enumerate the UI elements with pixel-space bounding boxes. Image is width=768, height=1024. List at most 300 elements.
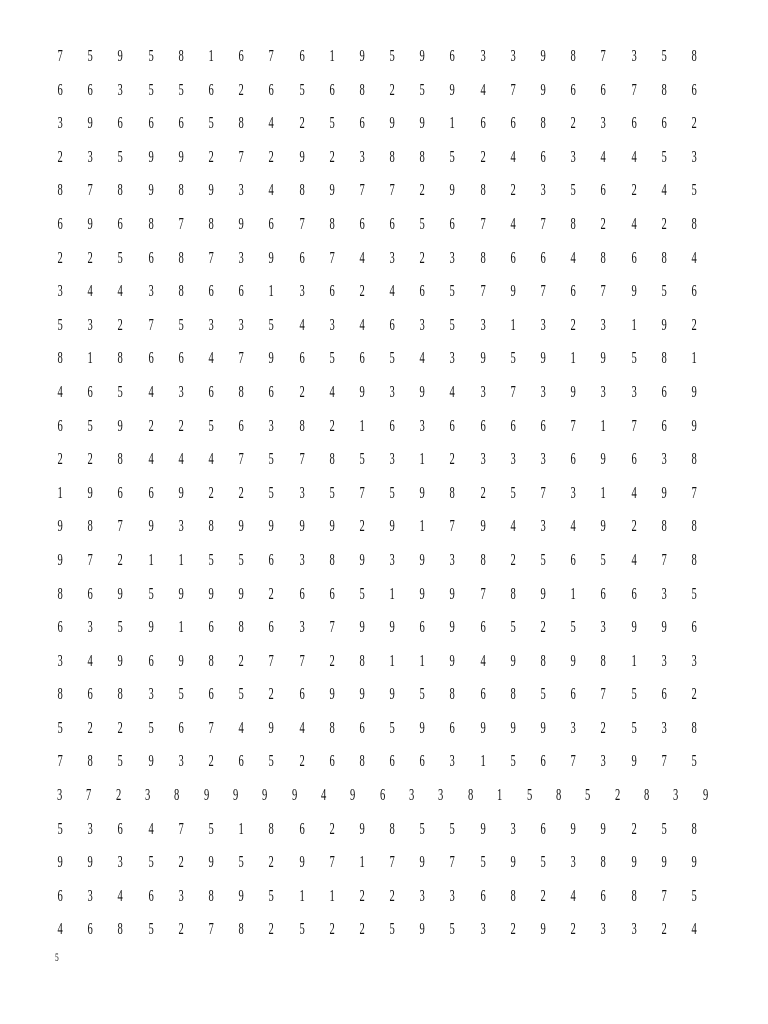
grid-digit: 9 <box>419 717 425 737</box>
grid-digit: 8 <box>117 449 124 469</box>
grid-digit: 4 <box>359 247 365 267</box>
grid-digit: 1 <box>87 348 93 368</box>
grid-digit: 6 <box>87 684 93 704</box>
grid-digit: 5 <box>57 314 63 334</box>
grid-digit: 3 <box>57 785 63 805</box>
grid-digit: 9 <box>233 785 239 805</box>
grid-digit: 9 <box>203 785 210 805</box>
grid-digit: 6 <box>208 684 214 704</box>
grid-digit: 9 <box>208 180 214 200</box>
grid-digit: 6 <box>238 281 244 301</box>
grid-digit: 3 <box>631 381 637 401</box>
grid-row <box>45 449 720 483</box>
grid-digit: 4 <box>691 919 697 939</box>
grid-digit: 9 <box>419 381 425 401</box>
grid-digit: 5 <box>329 348 335 368</box>
grid-digit: 9 <box>389 617 395 637</box>
grid-digit: 8 <box>178 247 184 267</box>
grid-digit: 5 <box>57 818 63 838</box>
grid-digit: 8 <box>691 818 697 838</box>
grid-digit: 1 <box>148 549 154 569</box>
grid-digit: 4 <box>389 281 395 301</box>
grid-digit: 9 <box>510 852 516 872</box>
grid-digit: 9 <box>350 785 356 805</box>
grid-digit: 9 <box>631 281 637 301</box>
grid-digit: 8 <box>661 516 667 536</box>
grid-digit: 8 <box>329 717 335 737</box>
grid-digit: 5 <box>389 348 395 368</box>
grid-digit: 7 <box>329 852 335 872</box>
grid-digit: 9 <box>702 785 708 805</box>
grid-digit: 8 <box>691 549 697 569</box>
grid-digit: 6 <box>57 885 63 905</box>
grid-digit: 2 <box>178 852 184 872</box>
grid-digit: 8 <box>510 583 516 603</box>
grid-digit: 6 <box>480 113 486 133</box>
grid-digit: 8 <box>555 785 562 805</box>
grid-digit: 1 <box>510 314 516 334</box>
grid-digit: 1 <box>329 885 335 905</box>
grid-digit: 9 <box>148 516 154 536</box>
grid-digit: 4 <box>449 381 456 401</box>
grid-digit: 2 <box>329 415 335 435</box>
grid-digit: 2 <box>661 919 667 939</box>
grid-digit: 4 <box>148 381 154 401</box>
grid-digit: 9 <box>178 146 184 166</box>
grid-digit: 5 <box>691 583 697 603</box>
grid-digit: 9 <box>419 852 425 872</box>
grid-digit: 5 <box>238 549 244 569</box>
grid-digit: 6 <box>379 785 386 805</box>
grid-digit: 8 <box>57 684 63 704</box>
grid-digit: 8 <box>691 717 697 737</box>
grid-digit: 6 <box>87 583 93 603</box>
grid-digit: 3 <box>631 46 637 65</box>
grid-digit: 6 <box>268 381 275 401</box>
grid-digit: 9 <box>268 717 275 737</box>
grid-digit: 6 <box>419 617 425 637</box>
grid-digit: 1 <box>359 415 365 435</box>
grid-digit: 9 <box>480 717 486 737</box>
grid-digit: 6 <box>359 348 365 368</box>
grid-digit: 6 <box>389 415 395 435</box>
grid-digit: 9 <box>419 919 425 939</box>
grid-digit: 3 <box>178 516 184 536</box>
grid-digit: 2 <box>148 415 154 435</box>
grid-digit: 3 <box>540 180 546 200</box>
grid-digit: 2 <box>208 146 214 166</box>
grid-digit: 5 <box>389 482 395 502</box>
grid-digit: 5 <box>178 79 184 99</box>
grid-row <box>45 785 720 819</box>
grid-digit: 5 <box>585 785 591 805</box>
grid-row <box>45 852 720 886</box>
grid-digit: 9 <box>540 919 546 939</box>
grid-digit: 6 <box>510 113 516 133</box>
grid-digit: 5 <box>238 852 244 872</box>
grid-digit: 6 <box>389 751 395 771</box>
grid-digit: 4 <box>117 885 124 905</box>
grid-digit: 6 <box>298 684 305 704</box>
grid-digit: 3 <box>510 818 516 838</box>
grid-digit: 1 <box>57 482 63 502</box>
grid-digit: 9 <box>208 852 214 872</box>
grid-digit: 6 <box>57 213 63 233</box>
grid-digit: 6 <box>389 314 395 334</box>
grid-digit: 9 <box>419 113 425 133</box>
grid-digit: 3 <box>449 348 456 368</box>
grid-digit: 8 <box>57 348 63 368</box>
grid-digit: 4 <box>661 180 667 200</box>
grid-digit: 3 <box>329 314 335 334</box>
grid-row <box>45 80 720 114</box>
grid-digit: 3 <box>570 482 576 502</box>
grid-digit: 3 <box>87 146 93 166</box>
grid-digit: 6 <box>359 213 365 233</box>
grid-digit: 6 <box>570 449 576 469</box>
grid-digit: 3 <box>298 549 305 569</box>
grid-digit: 5 <box>148 919 154 939</box>
grid-digit: 9 <box>291 785 298 805</box>
grid-digit: 8 <box>570 213 576 233</box>
grid-digit: 8 <box>174 785 180 805</box>
grid-digit: 2 <box>87 717 93 737</box>
grid-digit: 5 <box>419 213 425 233</box>
grid-digit: 7 <box>238 146 244 166</box>
grid-digit: 8 <box>329 449 335 469</box>
grid-digit: 6 <box>631 583 637 603</box>
grid-digit: 6 <box>87 919 93 939</box>
grid-digit: 3 <box>661 717 667 737</box>
grid-digit: 6 <box>117 113 124 133</box>
grid-digit: 5 <box>449 314 456 334</box>
grid-digit: 8 <box>117 348 124 368</box>
grid-digit: 8 <box>691 516 697 536</box>
grid-digit: 6 <box>359 113 365 133</box>
grid-digit: 7 <box>389 852 395 872</box>
grid-digit: 3 <box>298 617 305 637</box>
grid-digit: 3 <box>661 583 667 603</box>
grid-digit: 8 <box>510 885 516 905</box>
grid-digit: 5 <box>359 449 365 469</box>
grid-digit: 9 <box>449 180 456 200</box>
grid-digit: 5 <box>148 852 154 872</box>
grid-digit: 2 <box>631 516 637 536</box>
grid-digit: 7 <box>480 213 486 233</box>
grid-row <box>45 617 720 651</box>
grid-digit: 9 <box>510 717 516 737</box>
grid-row <box>45 214 720 248</box>
grid-digit: 9 <box>631 617 637 637</box>
grid-digit: 7 <box>661 885 667 905</box>
grid-digit: 3 <box>661 449 667 469</box>
grid-digit: 5 <box>631 348 637 368</box>
grid-digit: 2 <box>449 449 456 469</box>
grid-digit: 6 <box>298 46 305 65</box>
grid-digit: 2 <box>600 213 607 233</box>
grid-digit: 4 <box>208 449 214 469</box>
grid-digit: 5 <box>329 482 335 502</box>
grid-digit: 4 <box>510 146 516 166</box>
grid-digit: 9 <box>661 852 667 872</box>
grid-digit: 8 <box>631 885 637 905</box>
grid-digit: 6 <box>148 885 154 905</box>
grid-digit: 8 <box>570 46 576 65</box>
grid-digit: 9 <box>329 180 335 200</box>
grid-digit: 8 <box>480 247 486 267</box>
grid-digit: 3 <box>480 381 486 401</box>
grid-digit: 7 <box>329 247 335 267</box>
grid-digit: 9 <box>359 684 365 704</box>
grid-digit: 2 <box>329 650 335 670</box>
grid-digit: 6 <box>57 415 63 435</box>
grid-digit: 9 <box>87 852 93 872</box>
grid-digit: 2 <box>329 919 335 939</box>
grid-digit: 2 <box>117 314 124 334</box>
grid-digit: 9 <box>359 381 365 401</box>
grid-digit: 9 <box>117 415 124 435</box>
grid-row <box>45 516 720 550</box>
grid-digit: 9 <box>600 818 607 838</box>
grid-digit: 6 <box>691 281 697 301</box>
grid-digit: 7 <box>208 919 214 939</box>
grid-digit: 8 <box>359 79 365 99</box>
grid-digit: 9 <box>419 583 425 603</box>
grid-digit: 6 <box>540 415 546 435</box>
grid-digit: 7 <box>389 180 395 200</box>
grid-digit: 1 <box>419 650 425 670</box>
grid-digit: 9 <box>570 381 576 401</box>
grid-digit: 6 <box>510 247 516 267</box>
grid-digit: 2 <box>87 449 93 469</box>
grid-digit: 6 <box>510 415 516 435</box>
grid-row <box>45 718 720 752</box>
grid-digit: 8 <box>57 583 63 603</box>
grid-row <box>45 416 720 450</box>
grid-digit: 5 <box>208 549 214 569</box>
grid-digit: 4 <box>510 213 516 233</box>
grid-digit: 6 <box>87 381 93 401</box>
grid-digit: 7 <box>510 381 516 401</box>
grid-digit: 9 <box>238 583 244 603</box>
grid-row <box>45 584 720 618</box>
grid-digit: 6 <box>661 415 667 435</box>
grid-digit: 3 <box>298 482 305 502</box>
grid-digit: 5 <box>540 549 546 569</box>
grid-row <box>45 180 720 214</box>
grid-digit: 7 <box>480 281 486 301</box>
grid-digit: 8 <box>449 684 456 704</box>
grid-digit: 3 <box>419 885 425 905</box>
grid-row <box>45 46 720 80</box>
grid-digit: 6 <box>57 617 63 637</box>
grid-digit: 5 <box>449 919 456 939</box>
grid-digit: 5 <box>631 717 637 737</box>
grid-digit: 7 <box>148 314 154 334</box>
grid-digit: 3 <box>87 314 93 334</box>
grid-digit: 2 <box>57 247 63 267</box>
grid-digit: 3 <box>540 314 546 334</box>
grid-digit: 4 <box>148 818 154 838</box>
grid-digit: 5 <box>449 281 456 301</box>
grid-digit: 5 <box>661 46 667 65</box>
grid-digit: 6 <box>329 281 335 301</box>
grid-digit: 8 <box>117 919 124 939</box>
grid-digit: 6 <box>449 717 456 737</box>
grid-digit: 1 <box>480 751 486 771</box>
grid-digit: 3 <box>480 919 486 939</box>
grid-digit: 2 <box>298 113 305 133</box>
grid-digit: 3 <box>389 247 395 267</box>
grid-digit: 8 <box>467 785 474 805</box>
grid-digit: 9 <box>268 348 275 368</box>
grid-digit: 9 <box>178 583 184 603</box>
grid-digit: 2 <box>510 919 516 939</box>
grid-digit: 4 <box>208 348 214 368</box>
grid-digit: 5 <box>178 314 184 334</box>
grid-digit: 7 <box>661 549 667 569</box>
grid-digit: 3 <box>419 314 425 334</box>
grid-digit: 2 <box>268 146 275 166</box>
grid-digit: 9 <box>510 650 516 670</box>
grid-digit: 3 <box>510 46 516 65</box>
grid-digit: 7 <box>480 583 486 603</box>
grid-row <box>45 550 720 584</box>
grid-digit: 6 <box>449 213 456 233</box>
grid-digit: 9 <box>661 314 667 334</box>
grid-digit: 8 <box>178 281 184 301</box>
grid-digit: 7 <box>298 213 305 233</box>
grid-digit: 4 <box>570 247 576 267</box>
grid-digit: 6 <box>540 751 546 771</box>
grid-digit: 6 <box>329 79 335 99</box>
grid-digit: 4 <box>631 482 637 502</box>
grid-digit: 5 <box>148 46 154 65</box>
grid-digit: 6 <box>298 348 305 368</box>
grid-digit: 1 <box>631 314 637 334</box>
grid-digit: 9 <box>298 852 305 872</box>
grid-digit: 1 <box>691 348 697 368</box>
grid-digit: 2 <box>359 516 365 536</box>
grid-digit: 3 <box>600 751 607 771</box>
grid-digit: 2 <box>178 919 184 939</box>
grid-digit: 5 <box>268 482 275 502</box>
grid-digit: 2 <box>691 314 697 334</box>
grid-digit: 5 <box>600 549 607 569</box>
grid-digit: 9 <box>510 281 516 301</box>
grid-digit: 6 <box>631 247 637 267</box>
grid-digit: 9 <box>389 516 395 536</box>
grid-digit: 9 <box>87 113 93 133</box>
grid-digit: 5 <box>87 46 93 65</box>
grid-digit: 4 <box>631 146 637 166</box>
grid-digit: 3 <box>600 919 607 939</box>
grid-digit: 3 <box>691 650 697 670</box>
grid-digit: 8 <box>298 180 305 200</box>
grid-digit: 9 <box>329 684 335 704</box>
grid-digit: 7 <box>600 281 607 301</box>
grid-digit: 5 <box>148 79 154 99</box>
grid-digit: 5 <box>510 482 516 502</box>
grid-digit: 9 <box>661 482 667 502</box>
grid-digit: 6 <box>148 348 154 368</box>
grid-digit: 2 <box>208 482 214 502</box>
grid-digit: 8 <box>600 852 607 872</box>
grid-digit: 8 <box>148 213 154 233</box>
grid-digit: 6 <box>480 885 486 905</box>
grid-digit: 3 <box>600 113 607 133</box>
grid-digit: 8 <box>389 818 395 838</box>
grid-digit: 5 <box>480 852 486 872</box>
grid-digit: 8 <box>510 684 516 704</box>
page-number: 5 <box>55 950 59 964</box>
grid-digit: 9 <box>359 818 365 838</box>
grid-digit: 7 <box>359 180 365 200</box>
grid-digit: 6 <box>540 146 546 166</box>
grid-digit: 5 <box>510 617 516 637</box>
grid-digit: 5 <box>661 281 667 301</box>
grid-digit: 2 <box>268 583 275 603</box>
grid-digit: 1 <box>570 583 576 603</box>
grid-digit: 7 <box>510 79 516 99</box>
grid-digit: 5 <box>419 79 425 99</box>
grid-digit: 5 <box>526 785 532 805</box>
grid-digit: 5 <box>117 751 124 771</box>
grid-digit: 4 <box>510 516 516 536</box>
grid-digit: 3 <box>148 684 154 704</box>
grid-digit: 3 <box>178 751 184 771</box>
grid-digit: 1 <box>359 852 365 872</box>
grid-digit: 9 <box>148 180 154 200</box>
grid-digit: 7 <box>268 650 275 670</box>
grid-digit: 7 <box>57 46 63 65</box>
grid-digit: 5 <box>87 415 93 435</box>
grid-digit: 9 <box>359 617 365 637</box>
grid-digit: 7 <box>238 348 244 368</box>
grid-digit: 9 <box>148 751 154 771</box>
grid-digit: 9 <box>268 516 275 536</box>
grid-digit: 5 <box>359 583 365 603</box>
grid-digit: 4 <box>570 516 576 536</box>
grid-digit: 2 <box>117 717 124 737</box>
grid-digit: 5 <box>570 180 576 200</box>
grid-digit: 6 <box>268 213 275 233</box>
grid-digit: 7 <box>600 46 607 65</box>
grid-digit: 9 <box>449 650 456 670</box>
grid-digit: 5 <box>298 79 305 99</box>
grid-digit: 8 <box>329 213 335 233</box>
grid-digit: 9 <box>691 381 697 401</box>
grid-digit: 9 <box>631 751 637 771</box>
grid-digit: 2 <box>238 79 244 99</box>
grid-digit: 2 <box>570 919 576 939</box>
grid-digit: 2 <box>480 482 486 502</box>
grid-digit: 3 <box>480 46 486 65</box>
grid-digit: 1 <box>389 583 395 603</box>
grid-digit: 9 <box>691 852 697 872</box>
grid-digit: 8 <box>449 482 456 502</box>
grid-digit: 4 <box>480 650 486 670</box>
grid-digit: 5 <box>570 617 576 637</box>
grid-digit: 2 <box>359 885 365 905</box>
grid-digit: 3 <box>389 381 395 401</box>
grid-digit: 6 <box>691 617 697 637</box>
grid-digit: 8 <box>87 751 93 771</box>
grid-digit: 6 <box>148 113 154 133</box>
grid-digit: 6 <box>329 583 335 603</box>
grid-digit: 5 <box>148 583 154 603</box>
grid-digit: 8 <box>661 247 667 267</box>
